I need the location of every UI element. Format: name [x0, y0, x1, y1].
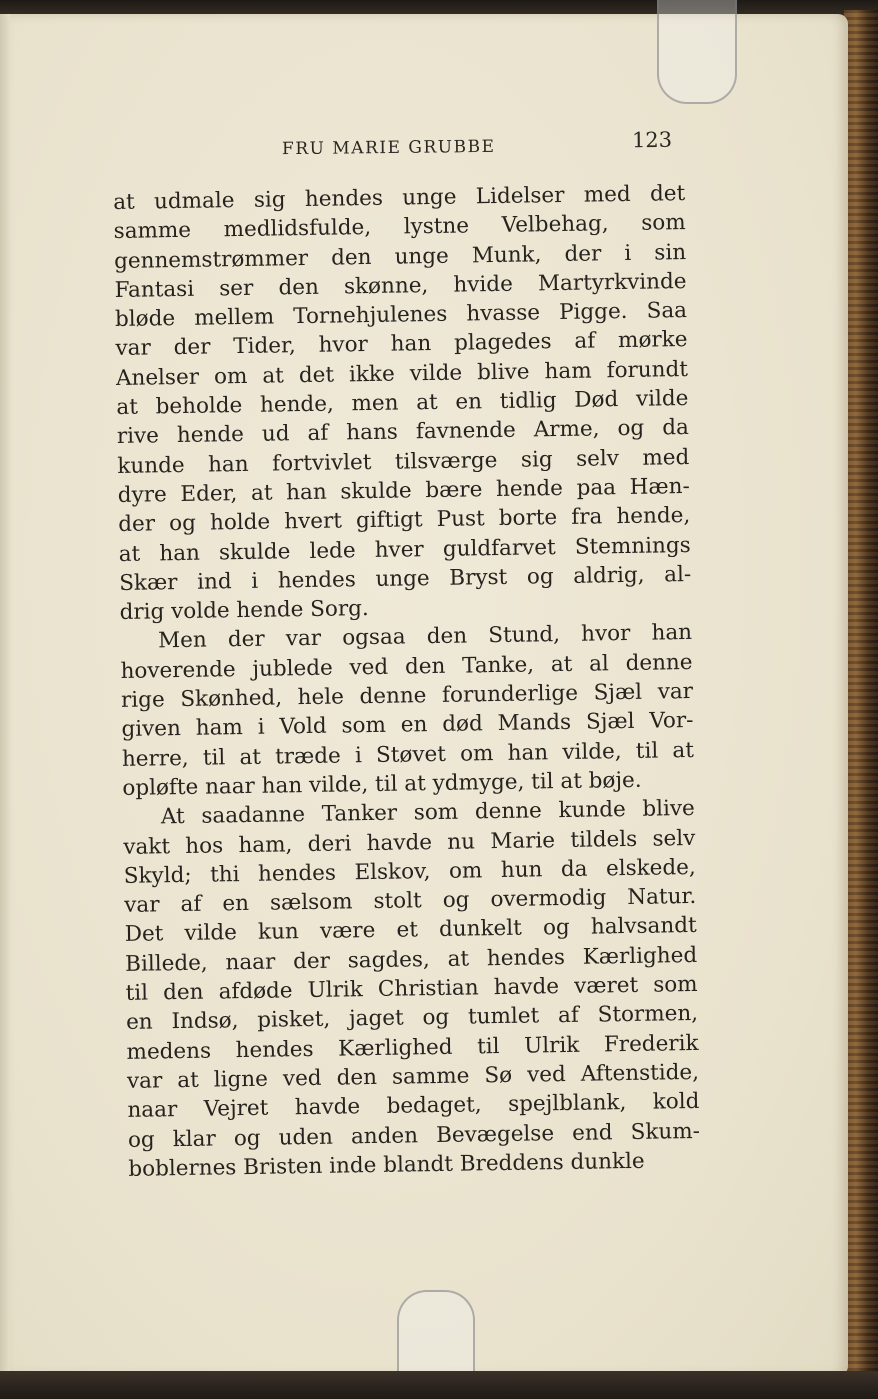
- text-line: At saadanne Tanker som denne kunde blive: [160, 796, 696, 830]
- text-line: var af en sælsom stolt og overmodig Natur.: [124, 884, 697, 919]
- text-line: gennemstrømmer den unge Munk, der i sin: [113, 239, 687, 274]
- text-line: var at ligne ved den samme Sø ved Aftenstide,: [126, 1059, 700, 1094]
- book-page: [10, 14, 848, 1376]
- text-line: medens hendes Kærlighed til Ulrik Frederik: [126, 1030, 699, 1065]
- text-line: en Indsø, pisket, jaget og tumlet af Stormen,: [125, 1001, 699, 1036]
- text-line: rive hende ud af hans favnende Arme, og da: [116, 415, 690, 450]
- text-line: kunde han fortvivlet tilsværge sig selv med: [117, 444, 690, 479]
- running-head: FRU MARIE GRUBBE: [281, 136, 496, 160]
- text-line: Billede, naar der sagdes, at hendes Kærlighed: [124, 942, 698, 977]
- text-line: hoverende jublede ved den Tanke, at al denne: [120, 649, 693, 684]
- page-clip-top: [657, 0, 737, 104]
- text-line: der og holde hvert giftigt Pust borte fra hende,: [118, 503, 691, 538]
- text-line: Anelser om at det ikke vilde blive ham forundt: [115, 356, 689, 391]
- text-line: til den afdøde Ulrik Christian havde været som: [125, 971, 698, 1006]
- text-line: rige Skønhed, hele denne forunderlige Sjæl var: [120, 679, 694, 713]
- book-binding: [844, 10, 878, 1383]
- text-line: bløde mellem Tornehjulenes hvasse Pigge. Saa: [114, 298, 688, 333]
- text-line: boblernes Bristen inde blandt Breddens dunkle: [128, 1148, 645, 1182]
- text-line: var der Tider, hvor han plagedes af mørke: [115, 327, 688, 362]
- text-line: opløfte naar han vilde, til at ydmyge, til at bøje.: [122, 767, 642, 801]
- text-line: samme medlidsfulde, lystne Velbehag, som: [113, 210, 686, 245]
- cover-bottom-edge: [0, 1371, 878, 1399]
- text-line: given ham i Vold som en død Mands Sjæl Vor-: [121, 708, 694, 743]
- body-text: [113, 179, 701, 1184]
- text-line: Det vilde kun være et dunkelt og halvsandt: [124, 913, 697, 948]
- text-line: at han skulde lede hver guldfarvet Stemnings: [118, 532, 691, 567]
- text-line: Men der var ogsaa den Stund, hvor han: [157, 620, 693, 654]
- page-number: 123: [631, 127, 673, 153]
- paragraph: [113, 179, 692, 627]
- text-line: vakt hos ham, deri havde nu Marie tildels selv: [123, 825, 696, 860]
- text-line: Fantasi ser den skønne, hvide Martyrkvinde: [114, 268, 687, 303]
- text-line: Skyld; thi hendes Elskov, om hun da elskede,: [123, 854, 696, 889]
- text-line: herre, til at træde i Støvet om han vilde, til at: [121, 737, 695, 772]
- text-line: dyre Eder, at han skulde bære hende paa Hæn-: [117, 473, 690, 508]
- text-line: at beholde hende, men at en tidlig Død vilde: [116, 386, 689, 421]
- text-line: Skær ind i hendes unge Bryst og aldrig, al-: [119, 561, 692, 596]
- text-line: og klar og uden anden Bevægelse end Skum-: [127, 1118, 701, 1153]
- text-line: at udmale sig hendes unge Lidelser med det: [113, 181, 686, 215]
- text-line: drig volde hende Sorg.: [119, 596, 369, 626]
- paragraph: [123, 794, 701, 1184]
- text-line: naar Vejret havde bedaget, spejlblank, kold: [127, 1089, 700, 1124]
- paragraph: [120, 618, 695, 803]
